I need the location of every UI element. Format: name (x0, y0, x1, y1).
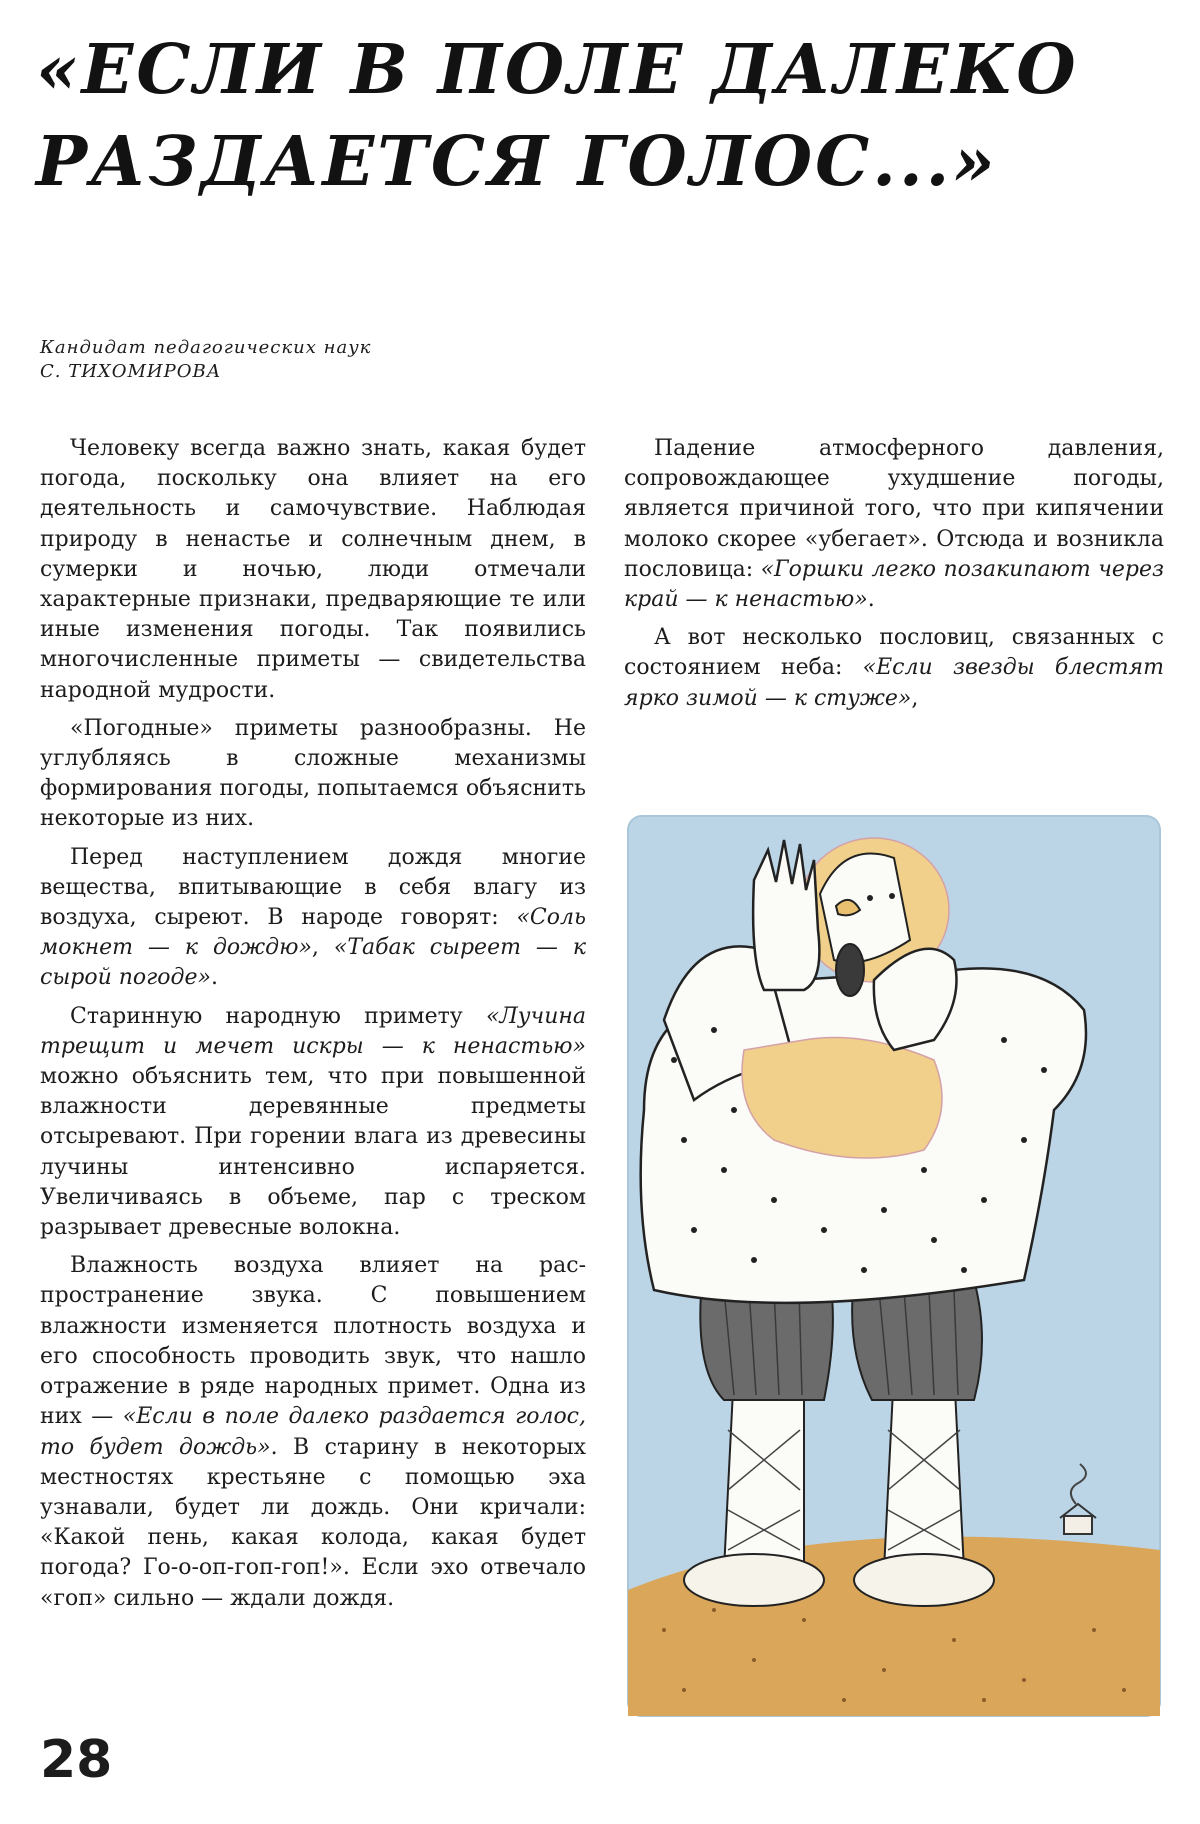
paragraph (40, 843, 586, 994)
paragraph-text: А вот несколько пословиц, связанных с состоянием неба: (624, 625, 1164, 681)
author-role: Кандидат педагогических наук (40, 337, 372, 358)
eye (867, 895, 873, 901)
paragraph: «Погодные» приметы разнообразны. Не углубляясь в сложные механизмы формирования погоды, попытаемся объяснить некоторые из них. (40, 715, 586, 832)
paragraph: Человеку всегда важно знать, какая будет погода, поскольку она влияет на его деятельность и самочувствие. Наблюдая природу в ненастье и солнечным днем, в сумерки и ночью, люди отмечали характерные признаки, предваряющие те или иные изменения погоды. Так появились многочисленные приметы — свидетельства народной мудрости. (40, 436, 586, 703)
author-name: С. ТИХОМИРОВА (40, 361, 222, 382)
paragraph (40, 1251, 586, 1613)
byline (40, 336, 371, 384)
paragraph-text: Падение атмосферного давления, сопровождающее ухудшение погоды, является причиной того, что при кипячении молоко скорее «убегает». Отсюда и возникла пословица: (624, 436, 1164, 582)
paragraph (624, 623, 1164, 714)
paragraph-text: , (911, 685, 919, 711)
proverb-quote: «Горшки легко позакипают через край — к ненастью» (624, 556, 1165, 613)
proverb-quote: «Лучина трещит и мечет искры — к ненастью» (40, 1003, 586, 1059)
right-column (624, 434, 1164, 714)
paragraph-text: , (311, 935, 334, 961)
paragraph-text: . (210, 965, 218, 991)
proverb-quote: «Если в поле далеко раздается голос, то будет дождь» (40, 1404, 586, 1460)
paragraph-text: Старинную народную примету (70, 1003, 486, 1029)
paragraph-text: . В старину в некоторых местностях крестьяне с помощью эха узнавали, будет ли дождь. Они кричали: «Какой пень, какая колода, какая будет погода? Го-о-оп-гоп-гоп!». Если эхо отвечало «гоп» сильно — ждали дождя. (40, 1434, 587, 1611)
left-column (40, 434, 586, 1614)
paragraph-text: Влажность воздуха влияет на распространение звука. С повышением влажности изменяется плотность воздуха и его способность проводить звук, что нашло отражение в ряде народных примет. Одна из них — (40, 1253, 586, 1430)
paragraph (624, 434, 1164, 615)
shouting-peasant-illustration (624, 810, 1164, 1730)
title-line-1: «ЕСЛИ В ПОЛЕ ДАЛЕКО (36, 30, 1079, 110)
proverb-quote: «Табак сыреет — к сырой погоде» (40, 935, 586, 991)
paragraph-text: Перед наступлением дождя многие вещества, впитывающие в себя влагу из воздуха, сыреют. В народе говорят: (40, 844, 586, 931)
proverb-quote: «Соль мокнет — к дождю» (40, 905, 586, 961)
paragraph-text: можно объяснить тем, что при повышенной влажности деревянные предметы отсыревают. При горении влага из древесины лучины интенсивно испаряется. Увеличиваясь в объеме, пар с треском разрывает древесные волокна. (40, 1064, 586, 1241)
eye (889, 893, 895, 899)
paragraph (40, 1002, 586, 1244)
page-number: 28 (40, 1730, 113, 1790)
article-title (36, 24, 1156, 208)
paragraph-text: . (867, 587, 875, 613)
open-mouth (836, 944, 864, 996)
proverb-quote: «Если звезды блестят ярко зимой — к стуже» (624, 655, 1164, 711)
title-line-2: РАЗДАЕТСЯ ГОЛОС...» (36, 122, 998, 202)
